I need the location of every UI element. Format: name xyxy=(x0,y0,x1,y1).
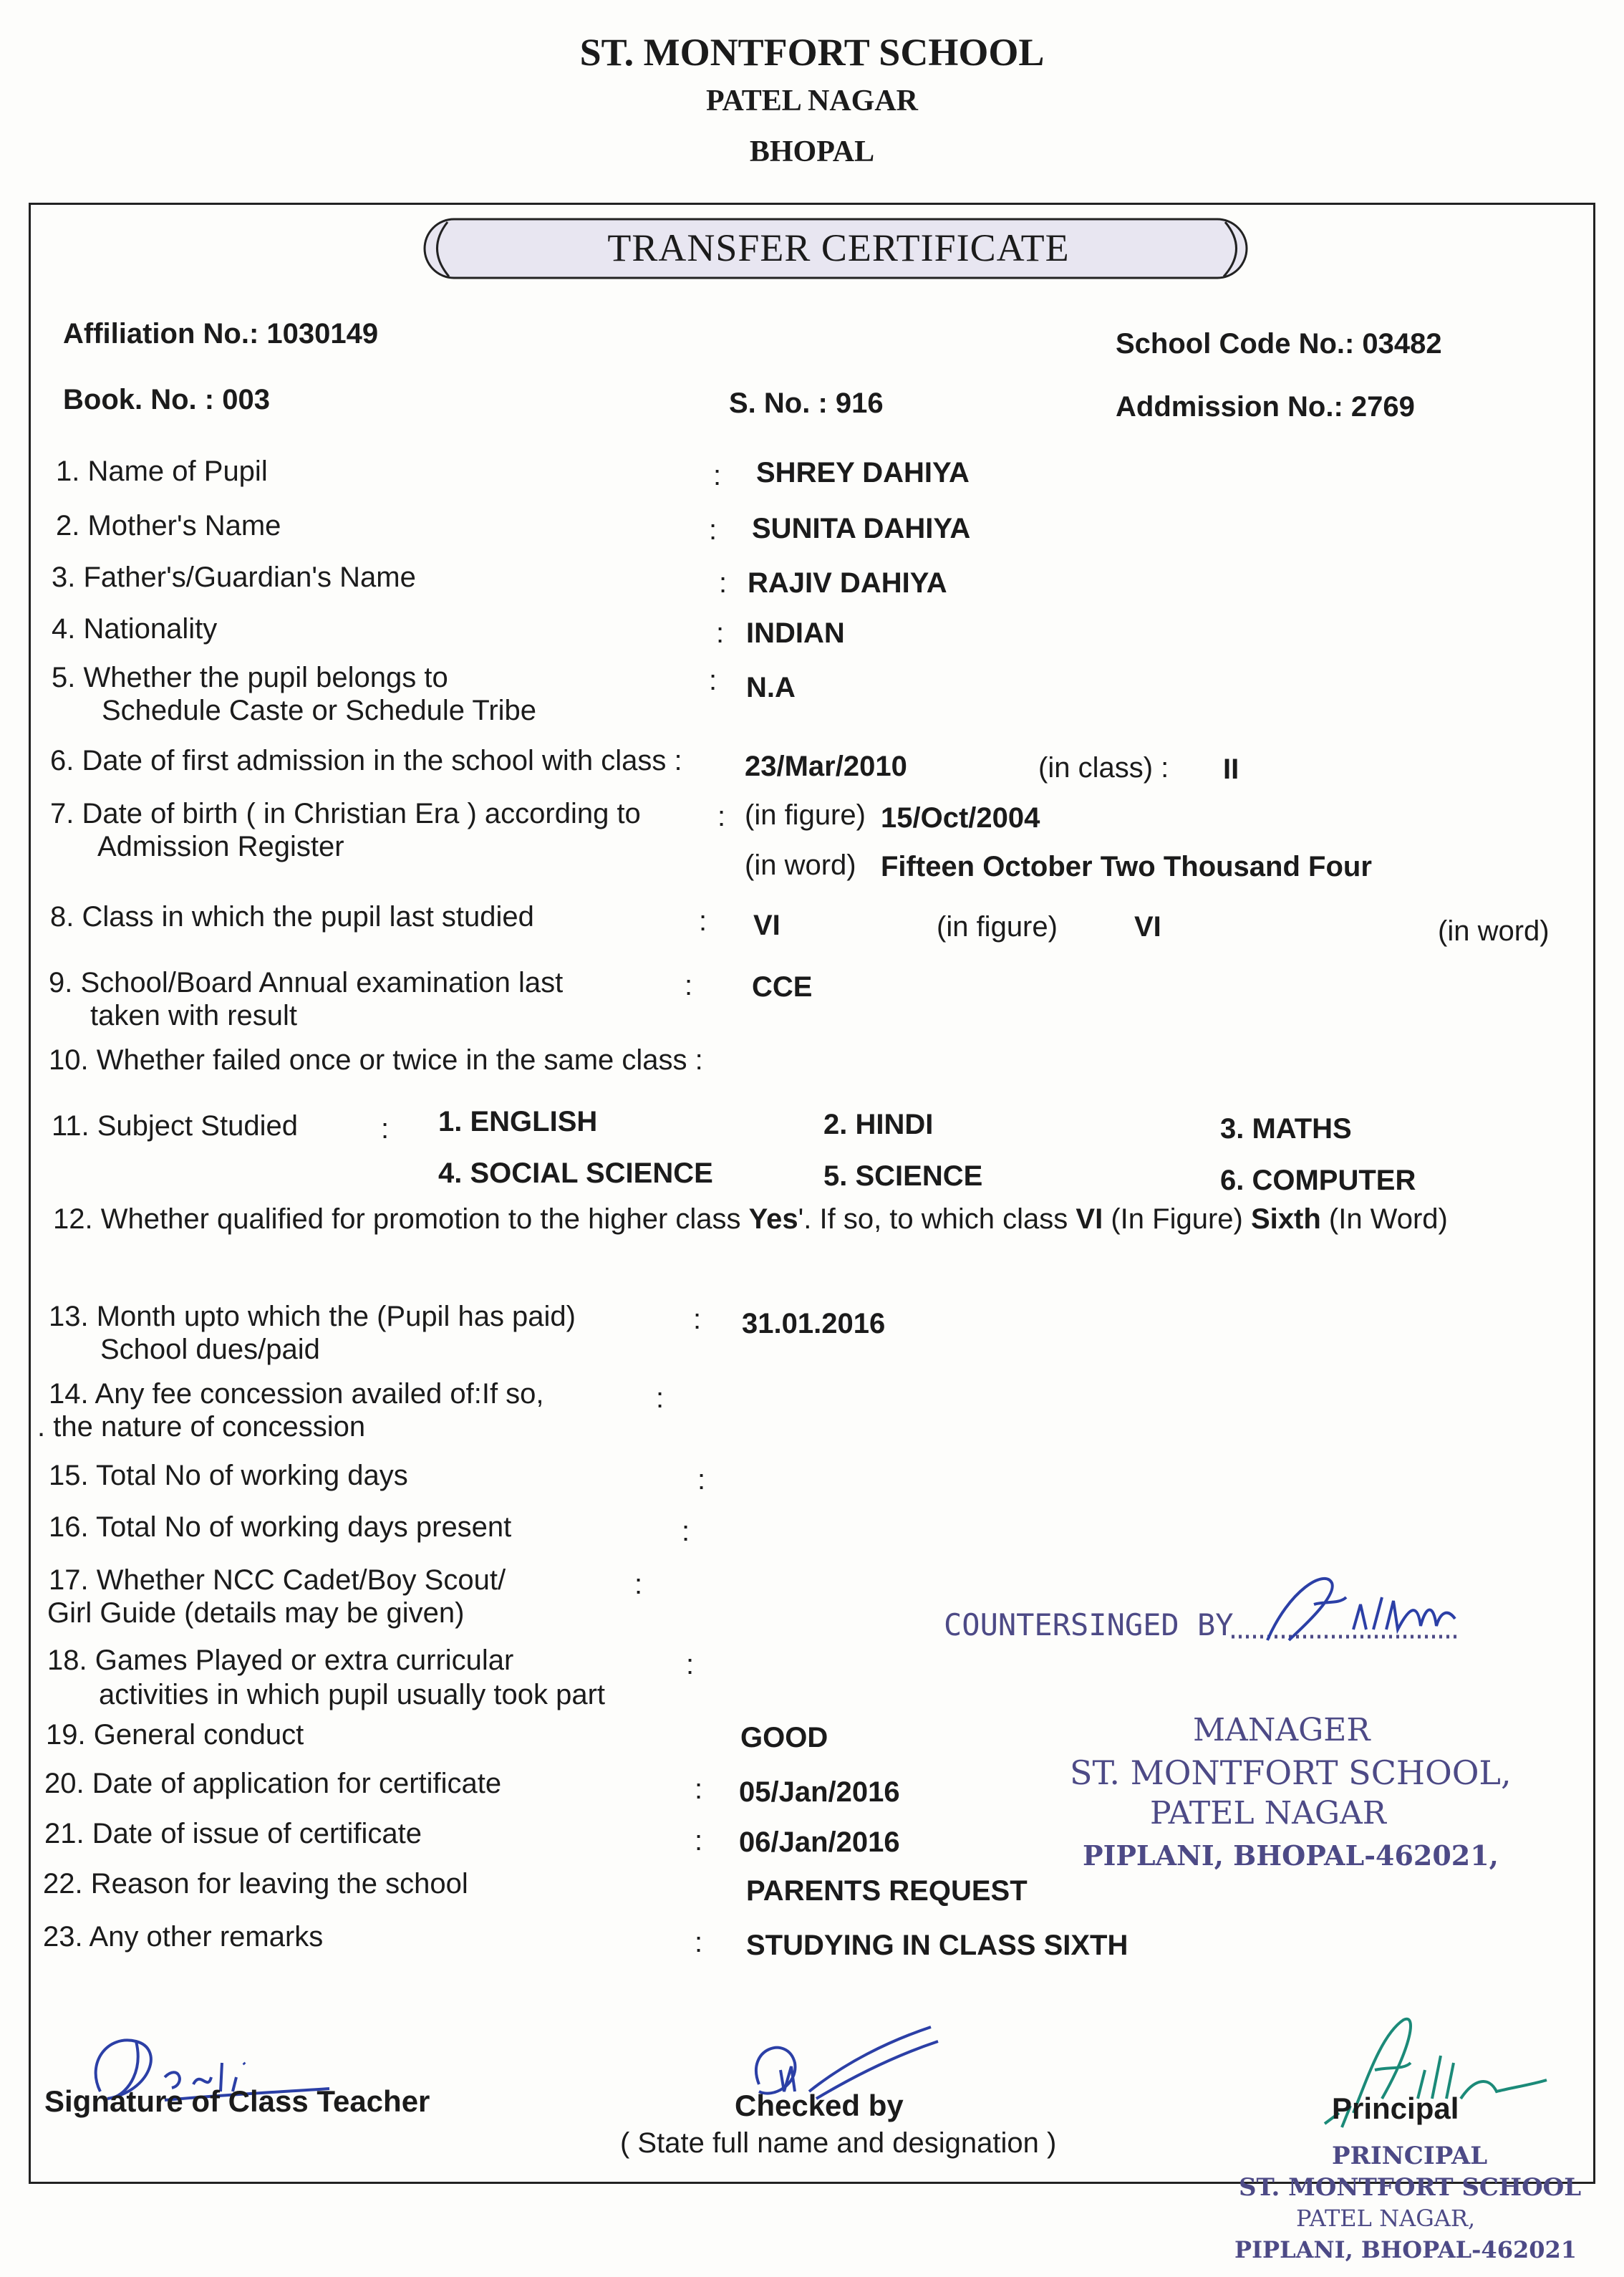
row-21-value: 06/Jan/2016 xyxy=(739,1826,900,1858)
certificate-title: TRANSFER CERTIFICATE xyxy=(607,226,1070,269)
row-7-label-line2: Admission Register xyxy=(97,831,344,862)
row-12-word-label: (In Word) xyxy=(1328,1203,1448,1235)
affiliation-no: Affiliation No.: 1030149 xyxy=(63,318,379,350)
row-7-figure-value: 15/Oct/2004 xyxy=(881,802,1040,834)
row-5-value: N.A xyxy=(746,672,796,703)
row-3-value: RAJIV DAHIYA xyxy=(748,567,947,599)
row-8-value: VI xyxy=(753,910,780,941)
book-no: Book. No. : 003 xyxy=(63,384,270,415)
row-8-colon: : xyxy=(699,905,707,937)
row-21-label: 21. Date of issue of certificate xyxy=(44,1818,422,1849)
row-17-colon: : xyxy=(634,1569,643,1600)
serial-no: S. No. : 916 xyxy=(729,387,884,419)
row-12-label: 12. Whether qualified for promotion to the higher class xyxy=(53,1203,741,1235)
row-14-colon: : xyxy=(656,1382,664,1414)
row-11-label: 11. Subject Studied xyxy=(52,1110,298,1142)
row-13-value: 31.01.2016 xyxy=(742,1308,886,1339)
row-8-word-value: VI xyxy=(1134,911,1161,943)
row-5-label-line2: Schedule Caste or Schedule Tribe xyxy=(102,695,537,726)
row-6-label: 6. Date of first admission in the school with class : xyxy=(50,745,682,776)
row-3-label: 3. Father's/Guardian's Name xyxy=(52,562,416,593)
subject-2: 2. HINDI xyxy=(823,1109,934,1140)
row-18-label-line2: activities in which pupil usually took part xyxy=(99,1679,606,1710)
row-13-label-line2: School dues/paid xyxy=(100,1334,320,1365)
row-23-colon: : xyxy=(695,1927,703,1958)
manager-stamp-line-2: ST. MONTFORT SCHOOL, xyxy=(1070,1753,1512,1792)
row-2-value: SUNITA DAHIYA xyxy=(752,513,971,544)
subject-1: 1. ENGLISH xyxy=(438,1106,598,1137)
row-12 xyxy=(53,1203,1448,1236)
row-14-label-line2: . the nature of concession xyxy=(37,1411,366,1443)
row-6-class-value: II xyxy=(1223,754,1239,785)
row-21-colon: : xyxy=(695,1825,703,1857)
row-6-class-label: (in class) : xyxy=(1038,752,1169,784)
row-10-label: 10. Whether failed once or twice in the same class : xyxy=(49,1044,703,1076)
row-5-label: 5. Whether the pupil belongs to xyxy=(52,662,448,693)
row-2-label: 2. Mother's Name xyxy=(56,510,281,541)
row-16-colon: : xyxy=(682,1516,690,1547)
row-20-value: 05/Jan/2016 xyxy=(739,1776,900,1808)
row-9-value: CCE xyxy=(752,971,813,1003)
row-19-label: 19. General conduct xyxy=(46,1719,304,1751)
row-1-colon: : xyxy=(713,460,722,491)
row-4-value: INDIAN xyxy=(746,617,845,649)
manager-stamp-line-3: PATEL NAGAR xyxy=(1150,1795,1386,1831)
subject-3: 3. MATHS xyxy=(1220,1113,1352,1145)
subject-6: 6. COMPUTER xyxy=(1220,1165,1416,1196)
row-1-label: 1. Name of Pupil xyxy=(56,456,268,487)
row-7-colon: : xyxy=(717,801,726,832)
row-12-class-word: Sixth xyxy=(1250,1203,1321,1235)
school-code-no: School Code No.: 03482 xyxy=(1116,328,1442,360)
row-12-fig-label: (In Figure) xyxy=(1111,1203,1243,1235)
school-city: BHOPAL xyxy=(749,135,875,168)
row-2-colon: : xyxy=(709,514,717,546)
row-6-value: 23/Mar/2010 xyxy=(745,751,907,782)
row-16-label: 16. Total No of working days present xyxy=(49,1511,512,1543)
checked-by-caption: Checked by xyxy=(735,2089,904,2122)
row-18-label: 18. Games Played or extra curricular xyxy=(47,1645,514,1676)
principal-stamp-line-4: PIPLANI, BHOPAL-462021 xyxy=(1234,2236,1577,2263)
principal-stamp-line-3: PATEL NAGAR, xyxy=(1296,2205,1476,2232)
row-7-word-value: Fifteen October Two Thousand Four xyxy=(881,851,1372,882)
principal-stamp-line-1: PRINCIPAL xyxy=(1332,2142,1488,2170)
row-18-colon: : xyxy=(686,1649,695,1680)
row-13-colon: : xyxy=(693,1304,702,1335)
row-8-figure-label: (in figure) xyxy=(937,911,1058,943)
school-name: ST. MONTFORT SCHOOL xyxy=(579,31,1045,74)
state-full-name-caption: ( State full name and designation ) xyxy=(620,2127,1057,2159)
admission-no: Addmission No.: 2769 xyxy=(1116,391,1415,423)
row-14-label: 14. Any fee concession availed of:If so, xyxy=(49,1378,544,1410)
school-locality: PATEL NAGAR xyxy=(706,85,918,117)
row-23-label: 23. Any other remarks xyxy=(43,1921,324,1953)
row-5-colon: : xyxy=(709,665,717,696)
row-11-colon: : xyxy=(381,1113,390,1145)
row-7-figure-label: (in figure) xyxy=(745,799,866,831)
row-12-class-fig: VI xyxy=(1076,1203,1103,1235)
row-22-label: 22. Reason for leaving the school xyxy=(43,1868,468,1900)
manager-stamp-line-1: MANAGER xyxy=(1193,1712,1371,1748)
row-20-label: 20. Date of application for certificate xyxy=(44,1768,502,1799)
row-15-colon: : xyxy=(697,1464,706,1496)
row-12-yes: Yes xyxy=(748,1203,798,1235)
row-7-word-label: (in word) xyxy=(745,849,856,881)
row-17-label-line2: Girl Guide (details may be given) xyxy=(47,1597,465,1629)
manager-signature xyxy=(1246,1561,1461,1655)
row-22-value: PARENTS REQUEST xyxy=(746,1875,1028,1907)
row-19-value: GOOD xyxy=(740,1722,828,1753)
subject-4: 4. SOCIAL SCIENCE xyxy=(438,1157,713,1189)
row-4-label: 4. Nationality xyxy=(52,613,218,645)
subject-5: 5. SCIENCE xyxy=(823,1160,983,1192)
row-7-label: 7. Date of birth ( in Christian Era ) according to xyxy=(50,798,641,829)
row-17-label: 17. Whether NCC Cadet/Boy Scout/ xyxy=(49,1564,506,1596)
row-20-colon: : xyxy=(695,1773,703,1805)
principal-caption: Principal xyxy=(1332,2091,1459,2125)
row-9-colon: : xyxy=(685,970,693,1001)
row-23-value: STUDYING IN CLASS SIXTH xyxy=(746,1930,1128,1961)
row-4-colon: : xyxy=(716,617,725,649)
principal-stamp-line-2: ST. MONTFORT SCHOOL xyxy=(1239,2173,1582,2202)
row-9-label: 9. School/Board Annual examination last xyxy=(49,967,564,998)
row-9-label-line2: taken with result xyxy=(90,1000,298,1031)
row-8-label: 8. Class in which the pupil last studied xyxy=(50,901,534,933)
row-12-mid: '. If so, to which class xyxy=(798,1203,1068,1235)
row-1-value: SHREY DAHIYA xyxy=(756,457,970,488)
manager-stamp-line-4: PIPLANI, BHOPAL-462021, xyxy=(1083,1839,1499,1872)
countersigned-stamp-text: COUNTERSINGED BY xyxy=(944,1607,1234,1642)
row-13-label: 13. Month upto which the (Pupil has paid) xyxy=(49,1301,576,1332)
row-15-label: 15. Total No of working days xyxy=(49,1460,408,1491)
row-3-colon: : xyxy=(719,567,728,599)
class-teacher-caption: Signature of Class Teacher xyxy=(44,2084,430,2118)
row-8-word-label: (in word) xyxy=(1438,915,1550,947)
